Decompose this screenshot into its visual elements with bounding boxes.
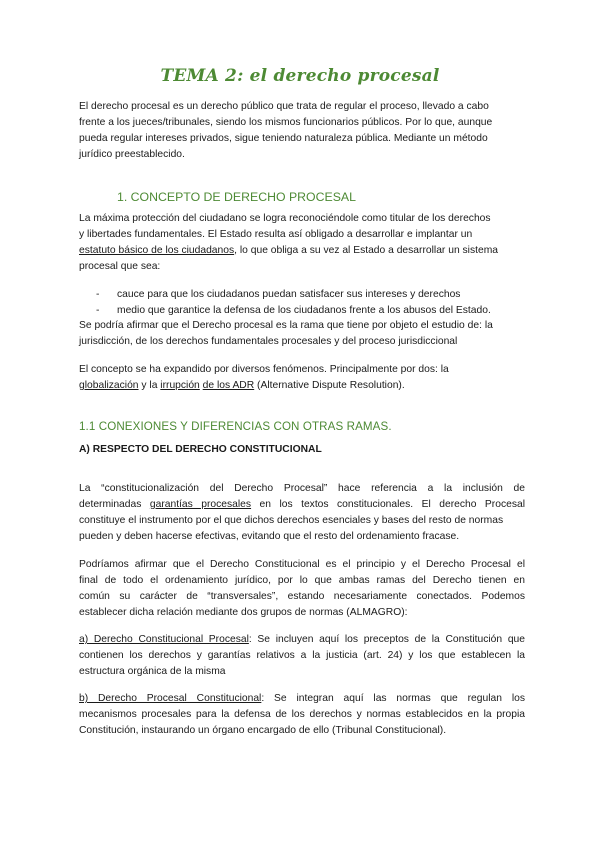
document-page: TEMA 2: el derecho procesal El derecho procesal es un derecho público que trata de regular el proceso, llevado a cabo frente a los jueces/tribunales, siendo los mismos funcionarios públicos. Por lo que, aunque pueda regular intereses privados, sigue teniendo naturaleza pública. Mediante un método jurídico preestablecido. 1. CONCEPTO DE DERECHO PROCESAL La máxima protección del ciudadano se logra reconociéndole como titular de los derechos y libertades fundamentales. El Estado resulta así obligado a desarrollar e implantar un estatuto básico de los ciudadanos, lo que obliga a su vez al Estado a desarrollar un sistema procesal que sea: - cauce para que los ciudadanos puedan satisfacer sus intereses y derechos - medio que garantice la defensa de los ciudadanos frente a los abusos del Estado. Se podría afirmar que el Derecho procesal es la rama que tiene por objeto el estudio de: la jurisdicción, de los derechos fundamentales procesales y del proceso jurisdiccional El concepto se ha expandido por diversos fenómenos. Principalmente por dos: la globalización y la irrupción de los ADR (Alternative Dispute Resolution). 1.1 CONEXIONES Y DIFERENCIAS CON OTRAS RAMAS. A) RESPECTO DEL DERECHO CONSTITUCIONAL La “constitucionalización del Derecho Procesal” hace referencia a la inclusión de determinadas garantías procesales en los textos constitucionales. El derecho Procesal constituye el instrumento por el que dichos derechos esenciales y bases del resto de normas pueden y deben hacerse efectivas, evitando que el resto del ordenamiento fracase. Podríamos afirmar que el Derecho Constitucional es el principio y el Derecho Procesal el final de todo el ordenamiento jurídico, por lo que ambas ramas del Derecho tienen en común su carácter de “transversales”, estando necesariamente conectados. Podemos establecer dicha relación mediante dos grupos de normas (ALMAGRO): a) Derecho Constitucional Procesal: Se incluyen aquí los preceptos de la Constitución que contienen los derechos y garantías relativos a la justicia (art. 24) y los que establecen la estructura orgánica de la misma b) Derecho Procesal Constitucional: Se integran aquí las normas que regulan los mecanismos procesales para la defensa de los derechos y normas establecidos en la propia Constitución, instaurando un órgano encargado de ello (Tribunal Constitucional). — [0, 0, 600, 848]
paragraph-line: constituye el instrumento por el que dichos derechos esenciales y bases del resto de normas — [79, 514, 504, 526]
paragraph-line: y libertades fundamentales. El Estado resulta así obligado a desarrollar e implantar un — [79, 228, 473, 240]
paragraph-line: estructura orgánica de la misma — [79, 665, 226, 677]
paragraph-line: común su carácter de “transversales”, estando necesariamente conectados. Podemos — [79, 590, 525, 602]
paragraph-line: La “constitucionalización del Derecho Procesal” hace referencia a la inclusión de — [79, 483, 525, 494]
paragraph-line: pueden y deben hacerse efectivas, evitando que el resto del ordenamiento fracase. — [79, 530, 460, 542]
section-heading-conexiones: 1.1 CONEXIONES Y DIFERENCIAS CON OTRAS RAMAS. — [79, 420, 392, 433]
derecho-procesal-constitucional-paragraph — [79, 691, 525, 739]
document-title: TEMA 2: el derecho procesal — [160, 66, 440, 86]
underlined-term: a) Derecho Constitucional Procesal — [79, 634, 249, 645]
constitucionalizacion-paragraph — [79, 481, 525, 545]
underlined-term: b) Derecho Procesal Constitucional — [79, 693, 262, 704]
underlined-term: estatuto básico de los ciudadanos — [79, 244, 235, 256]
paragraph-line: Constitución, instaurando un órgano encargado de ello (Tribunal Constitucional). — [79, 724, 447, 736]
intro-paragraph — [79, 99, 525, 163]
paragraph-line: Podríamos afirmar que el Derecho Constitucional es el principio y el Derecho Procesal el — [79, 559, 525, 570]
paragraph-line: Se podría afirmar que el Derecho procesal es la rama que tiene por objeto el estudio de: la — [79, 320, 493, 331]
paragraph-line: final de todo el ordenamiento jurídico, por lo que ambas ramas del Derecho tienen en — [79, 574, 525, 586]
underlined-term: irrupción — [160, 379, 200, 391]
expansion-paragraph — [79, 362, 525, 394]
intro-line: El derecho procesal es un derecho público que trata de regular el proceso, llevado a cabo — [79, 101, 489, 112]
intro-line: jurídico preestablecido. — [79, 148, 185, 160]
subheading-constitucional: A) RESPECTO DEL DERECHO CONSTITUCIONAL — [79, 444, 322, 455]
concepto-paragraph — [79, 211, 525, 275]
paragraph-line: procesal que sea: — [79, 260, 161, 272]
dash-bullet: - — [96, 305, 100, 316]
intro-line: pueda regular intereses privados, sigue teniendo naturaleza pública. Mediante un método — [79, 132, 488, 144]
paragraph-line: contienen los derechos y garantías relativos a la justicia (art. 24) y los que establecen la — [79, 649, 525, 661]
underlined-term: globalización — [79, 379, 139, 391]
section-heading-concepto: 1. CONCEPTO DE DERECHO PROCESAL — [117, 190, 356, 204]
underlined-term: de los ADR — [202, 379, 255, 391]
paragraph-line: a) Derecho Constitucional Procesal: Se incluyen aquí los preceptos de la Constitución que — [79, 634, 525, 645]
paragraph-line: El concepto se ha expandido por diversos fenómenos. Principalmente por dos: la — [79, 364, 449, 375]
dash-bullet: - — [96, 289, 100, 300]
principio-final-paragraph — [79, 557, 525, 621]
paragraph-line: jurisdicción, de los derechos fundamentales procesales y del proceso jurisdiccional — [79, 335, 458, 347]
paragraph-line: estatuto básico de los ciudadanos, lo que obliga a su vez al Estado a desarrollar un sistema — [79, 244, 499, 256]
intro-line: frente a los jueces/tribunales, siendo los mismos funcionarios públicos. Por lo que, aunque — [79, 116, 493, 128]
paragraph-line: globalización y la irrupción de los ADR (Alternative Dispute Resolution). — [79, 379, 405, 391]
definicion-paragraph — [79, 318, 525, 350]
underlined-term: garantías procesales — [149, 498, 252, 510]
paragraph-line: determinadas garantías procesales en los textos constitucionales. El derecho Procesal — [79, 498, 525, 510]
paragraph-line: La máxima protección del ciudadano se logra reconociéndole como titular de los derechos — [79, 213, 491, 224]
paragraph-line: b) Derecho Procesal Constitucional: Se integran aquí las normas que regulan los — [79, 693, 525, 704]
derecho-constitucional-procesal-paragraph — [79, 632, 525, 680]
paragraph-line: mecanismos procesales para la defensa de los derechos y normas establecidos en la propia — [79, 708, 525, 720]
paragraph-line: establecer dicha relación mediante dos grupos de normas (ALMAGRO): — [79, 606, 408, 618]
